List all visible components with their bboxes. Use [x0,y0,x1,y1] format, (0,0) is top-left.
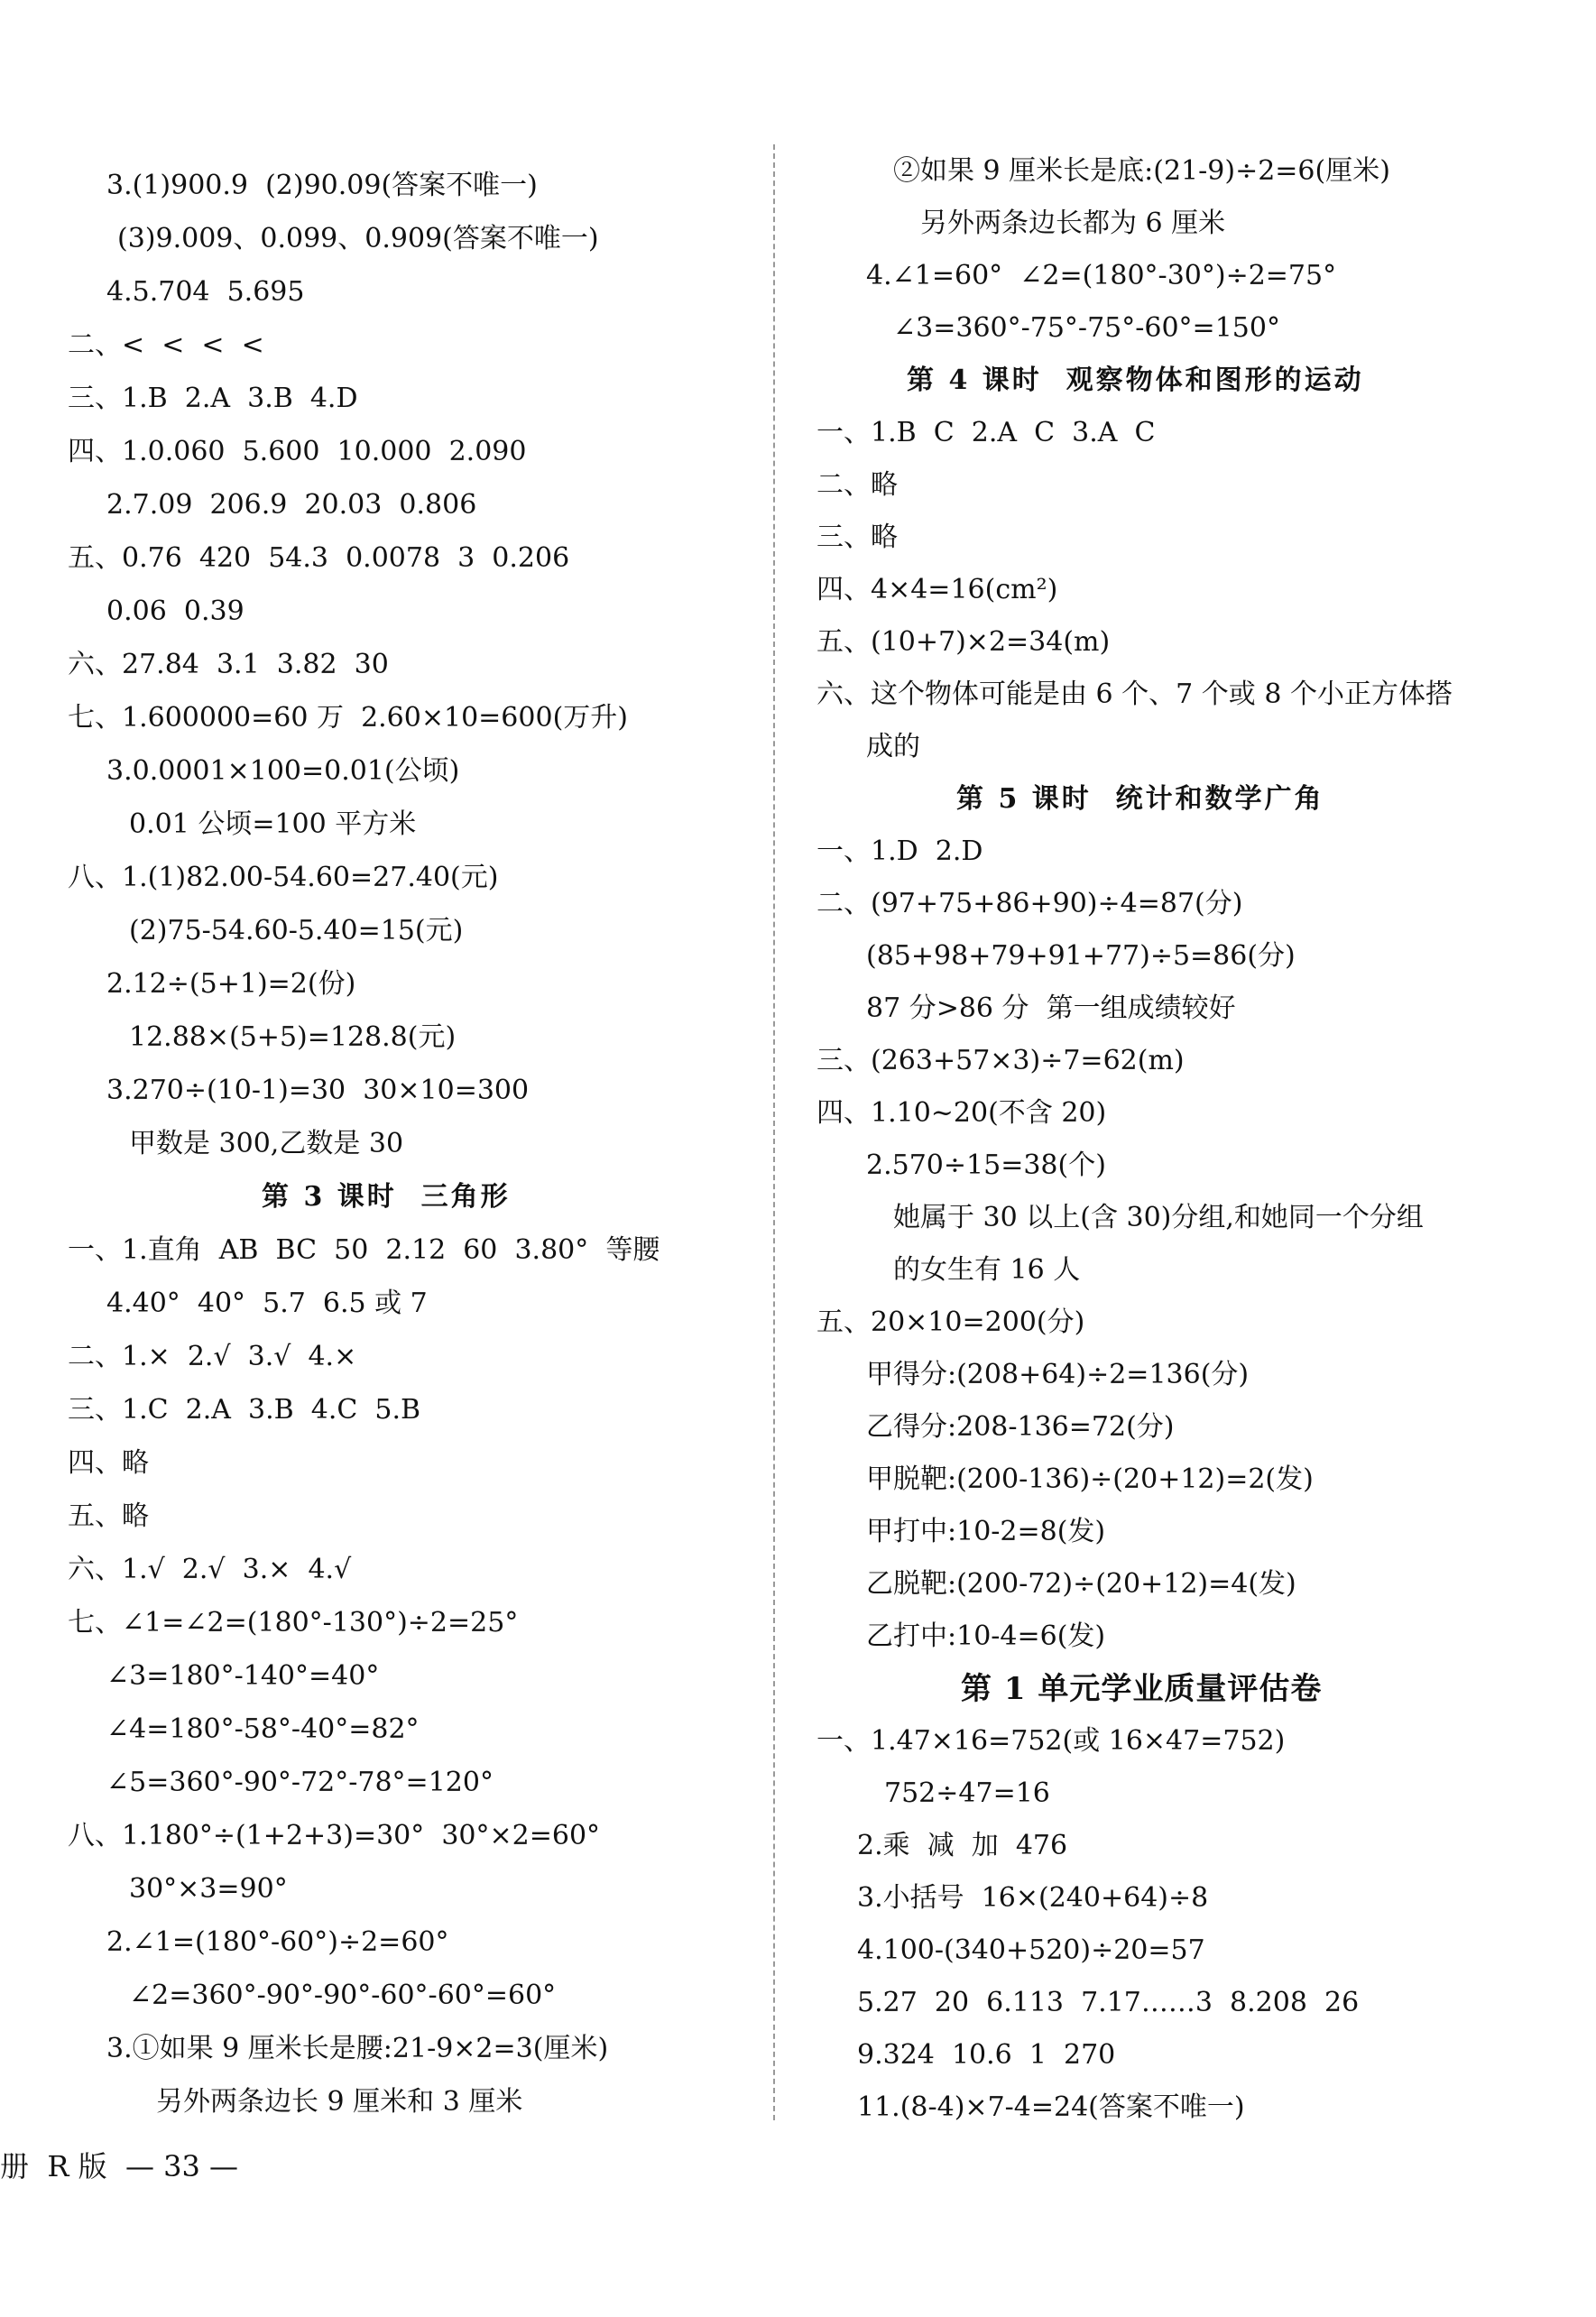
answer-line: 一、1.47×16=752(或 16×47=752) [816,1725,1286,1757]
answer-line: 乙打中:10-4=6(发) [866,1620,1106,1652]
answer-line: 11.(8-4)×7-4=24(答案不唯一) [857,2091,1245,2123]
answer-line: 六、1.√ 2.√ 3.× 4.√ [68,1554,352,1585]
answer-line: 0.01 公顷=100 平方米 [129,808,417,840]
answer-line: 2.∠1=(180°-60°)÷2=60° [106,1926,449,1958]
answer-line: 三、1.C 2.A 3.B 4.C 5.B [68,1394,421,1426]
answer-line: 四、1.10~20(不含 20) [816,1097,1107,1129]
answer-line: 甲打中:10-2=8(发) [866,1516,1106,1547]
answer-line: 12.88×(5+5)=128.8(元) [129,1021,457,1053]
answer-line: 成的 [866,731,920,762]
answer-line: 三、略 [816,522,898,553]
answer-line: 二、(97+75+86+90)÷4=87(分) [816,888,1243,919]
answer-line: 五、(10+7)×2=34(m) [816,626,1111,658]
answer-line: ∠4=180°-58°-40°=82° [106,1713,420,1745]
answer-line: 87 分>86 分 第一组成绩较好 [866,992,1236,1024]
answer-line: 八、1.(1)82.00-54.60=27.40(元) [68,862,499,893]
answer-line: ∠5=360°-90°-72°-78°=120° [106,1767,494,1798]
answer-line: 0.06 0.39 [106,595,244,627]
answer-line: 二、1.× 2.√ 3.√ 4.× [68,1341,357,1372]
answer-line: 另外两条边长都为 6 厘米 [920,208,1226,239]
page-footer: 册 R 版 — 33 — [0,2149,239,2183]
answer-line: 七、1.600000=60 万 2.60×10=600(万升) [68,702,628,734]
answer-line: ∠2=360°-90°-90°-60°-60°=60° [129,1980,557,2011]
answer-line: 一、1.B C 2.A C 3.A C [816,417,1156,448]
answer-line: 3.小括号 16×(240+64)÷8 [857,1882,1209,1914]
answer-line: 3.0.0001×100=0.01(公顷) [106,755,460,787]
column-divider [773,144,775,2120]
answer-line: 752÷47=16 [884,1777,1050,1809]
answer-line: 3.①如果 9 厘米长是腰:21-9×2=3(厘米) [106,2033,609,2064]
answer-line: 一、1.D 2.D [816,835,983,867]
answer-line: 二、< < < < [68,329,264,361]
answer-line: 4.40° 40° 5.7 6.5 或 7 [106,1288,428,1319]
answer-line: 乙得分:208-136=72(分) [866,1411,1175,1443]
answer-line: (85+98+79+91+77)÷5=86(分) [866,940,1296,972]
answer-line: 9.324 10.6 1 270 [857,2039,1116,2071]
answer-line: 2.乘 减 加 476 [857,1830,1068,1861]
answer-line: 甲数是 300,乙数是 30 [129,1128,404,1159]
answer-line: 三、(263+57×3)÷7=62(m) [816,1045,1185,1076]
answer-line: 3.270÷(10-1)=30 30×10=300 [106,1075,530,1106]
answer-line: 4.5.704 5.695 [106,276,305,308]
answer-line: 一、1.直角 AB BC 50 2.12 60 3.80° 等腰 [68,1234,660,1266]
answer-line: 六、这个物体可能是由 6 个、7 个或 8 个小正方体搭 [816,678,1453,710]
section-heading: 第 5 课时 统计和数学广角 [956,783,1324,815]
answer-line: 甲脱靶:(200-136)÷(20+12)=2(发) [866,1463,1314,1495]
answer-line: 甲得分:(208+64)÷2=136(分) [866,1359,1250,1390]
answer-line: (3)9.009、0.099、0.909(答案不唯一) [117,223,599,254]
answer-line: ∠3=180°-140°=40° [106,1660,380,1692]
answer-line: 30°×3=90° [129,1873,288,1905]
answer-line: 四、4×4=16(cm²) [816,574,1058,605]
section-heading: 第 4 课时 观察物体和图形的运动 [907,365,1364,396]
answer-line: 4.∠1=60° ∠2=(180°-30°)÷2=75° [866,260,1337,291]
answer-line: 2.7.09 206.9 20.03 0.806 [106,489,477,521]
answer-line: 乙脱靶:(200-72)÷(20+12)=4(发) [866,1568,1296,1600]
answer-line: 三、1.B 2.A 3.B 4.D [68,383,358,414]
answer-line: 5.27 20 6.113 7.17……3 8.208 26 [857,1987,1360,2018]
answer-line: 七、∠1=∠2=(180°-130°)÷2=25° [68,1607,519,1639]
answer-line: (2)75-54.60-5.40=15(元) [129,915,464,946]
answer-line: 六、27.84 3.1 3.82 30 [68,649,389,680]
answer-line: 五、0.76 420 54.3 0.0078 3 0.206 [68,542,570,574]
answer-line: 二、略 [816,469,898,501]
section-heading: 第 3 课时 三角形 [262,1181,511,1213]
answer-line: 五、略 [68,1500,149,1532]
answer-line: 四、1.0.060 5.600 10.000 2.090 [68,436,527,467]
answer-line: 的女生有 16 人 [893,1254,1081,1286]
answer-line: 另外两条边长 9 厘米和 3 厘米 [156,2086,523,2118]
answer-line: 五、20×10=200(分) [816,1306,1085,1338]
answer-line: ∠3=360°-75°-75°-60°=150° [893,312,1280,344]
answer-line: 4.100-(340+520)÷20=57 [857,1934,1205,1966]
section-heading: 第 1 单元学业质量评估卷 [961,1671,1323,1707]
answer-line: 八、1.180°÷(1+2+3)=30° 30°×2=60° [68,1820,601,1851]
answer-line: ②如果 9 厘米长是底:(21-9)÷2=6(厘米) [893,155,1390,187]
answer-line: 2.570÷15=38(个) [866,1149,1106,1181]
answer-line: 她属于 30 以上(含 30)分组,和她同一个分组 [893,1202,1424,1233]
answer-line: 3.(1)900.9 (2)90.09(答案不唯一) [106,170,538,201]
answer-line: 2.12÷(5+1)=2(份) [106,968,356,1000]
answer-line: 四、略 [68,1447,149,1479]
